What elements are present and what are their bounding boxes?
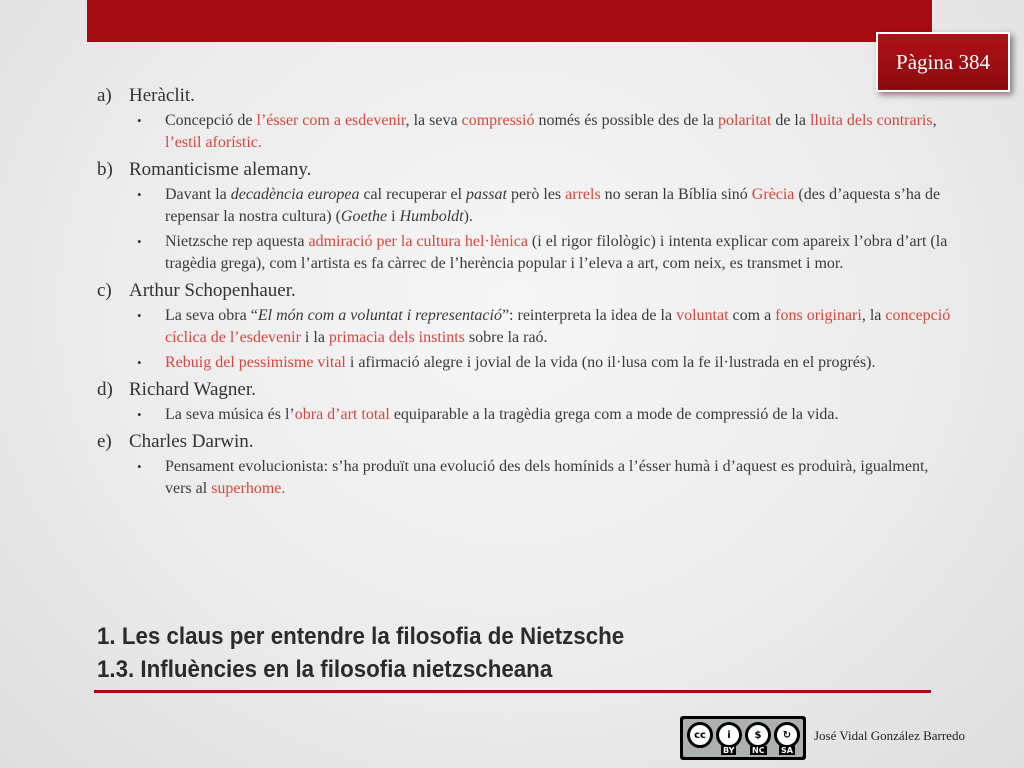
text-segment: (i el rigor filològic) i intenta explicar com apareix l’obra d’art (la tragèdia grega), com l’artista es fa càrrec de l’herència popular i l’eleva a art, com neix, es transmet i mor. bbox=[165, 233, 948, 272]
bullet-list bbox=[97, 110, 957, 154]
italic-text: decadència europea bbox=[230, 186, 360, 203]
bullet-icon: • bbox=[137, 459, 142, 474]
section-heading bbox=[97, 84, 957, 108]
section-letter: c) bbox=[97, 280, 112, 301]
text-segment: ”: reinterpreta la idea de la bbox=[501, 307, 677, 324]
section-heading bbox=[97, 430, 957, 454]
slide-heading bbox=[97, 620, 624, 686]
nc-icon: $ bbox=[745, 722, 771, 748]
text-segment: , bbox=[932, 112, 937, 129]
section-letter: a) bbox=[97, 85, 112, 106]
italic-text: El món com a voluntat i representació bbox=[257, 307, 502, 324]
cc-license-badge[interactable] bbox=[680, 716, 806, 760]
text-segment: però les bbox=[506, 186, 566, 203]
text-segment: La seva música és l’ bbox=[165, 406, 295, 423]
section-heading bbox=[97, 158, 957, 182]
section-letter: d) bbox=[97, 379, 113, 400]
bullet-icon: • bbox=[137, 234, 142, 249]
section-title: Arthur Schopenhauer. bbox=[129, 280, 296, 301]
highlighted-text: l’estil aforístic. bbox=[165, 134, 262, 151]
by-icon: i bbox=[716, 722, 742, 748]
author-name: José Vidal González Barredo bbox=[814, 728, 965, 743]
highlighted-text: polaritat bbox=[718, 112, 772, 129]
highlighted-text: obra d’art total bbox=[294, 406, 390, 423]
text-segment: i la bbox=[300, 329, 329, 346]
section-title: Richard Wagner. bbox=[129, 379, 256, 400]
text-segment: Nietzsche rep aquesta bbox=[165, 233, 309, 250]
text-segment: i bbox=[387, 208, 400, 225]
highlighted-text: Grècia bbox=[751, 186, 795, 203]
bullet-icon: • bbox=[137, 113, 142, 128]
bullet-item bbox=[97, 110, 957, 154]
bullet-list bbox=[97, 305, 957, 374]
page-number-badge: Pàgina 384 bbox=[876, 32, 1010, 92]
highlighted-text: compressió bbox=[461, 112, 535, 129]
highlighted-text: Rebuig del pessimisme vital bbox=[165, 354, 346, 371]
text-segment: La seva obra “ bbox=[165, 307, 258, 324]
text-segment: no seran la Bíblia sinó bbox=[600, 186, 752, 203]
text-segment: (des d’aquesta s’ha de repensar la nostra cultura) ( bbox=[165, 186, 941, 225]
text-segment: , la bbox=[861, 307, 886, 324]
highlighted-text: l’ésser com a esdevenir bbox=[256, 112, 406, 129]
bullet-list bbox=[97, 184, 957, 275]
bullet-item bbox=[97, 352, 957, 374]
text-segment: ). bbox=[463, 208, 473, 225]
bullet-icon: • bbox=[137, 187, 142, 202]
text-segment: i afirmació alegre i jovial de la vida (no il·lusa com la fe il·lustrada en el progrés). bbox=[345, 354, 876, 371]
section-letter: b) bbox=[97, 159, 113, 180]
bullet-item bbox=[97, 456, 957, 500]
highlighted-text: arrels bbox=[565, 186, 601, 203]
bullet-icon: • bbox=[137, 308, 142, 323]
text-segment: , la seva bbox=[405, 112, 462, 129]
bullet-list bbox=[97, 404, 957, 426]
text-segment: sobre la raó. bbox=[464, 329, 548, 346]
highlighted-text: superhome. bbox=[211, 480, 286, 497]
heading-underline bbox=[94, 690, 931, 693]
cc-icon: cc bbox=[687, 722, 713, 748]
section-title: Heràclit. bbox=[129, 85, 195, 106]
bullet-icon: • bbox=[137, 355, 142, 370]
highlighted-text: primacia dels instints bbox=[328, 329, 465, 346]
bullet-item bbox=[97, 184, 957, 228]
section-title: Charles Darwin. bbox=[129, 431, 254, 452]
section-letter: e) bbox=[97, 431, 112, 452]
text-segment: equiparable a la tragèdia grega com a mode de compressió de la vida. bbox=[389, 406, 839, 423]
italic-text: passat bbox=[466, 186, 507, 203]
highlighted-text: lluita dels contraris bbox=[809, 112, 933, 129]
nc-label: NC bbox=[752, 746, 765, 755]
italic-text: Goethe bbox=[340, 208, 388, 225]
text-segment: de la bbox=[771, 112, 810, 129]
heading-line-1: 1. Les claus per entendre la filosofia de Nietzsche bbox=[97, 623, 625, 650]
by-label: BY bbox=[723, 746, 735, 755]
sa-label: SA bbox=[781, 746, 793, 755]
bullet-item bbox=[97, 404, 957, 426]
bullet-item bbox=[97, 305, 957, 349]
highlighted-text: admiració per la cultura hel·lènica bbox=[308, 233, 528, 250]
text-segment: només és possible des de la bbox=[534, 112, 718, 129]
italic-text: Humboldt bbox=[399, 208, 464, 225]
highlighted-text: voluntat bbox=[676, 307, 729, 324]
bullet-list bbox=[97, 456, 957, 500]
cc-license-panel bbox=[683, 719, 803, 757]
sa-icon: ↻ bbox=[774, 722, 800, 748]
highlighted-text: concepció cíclica de l’esdevenir bbox=[165, 307, 951, 346]
text-segment: com a bbox=[728, 307, 776, 324]
bullet-item bbox=[97, 231, 957, 275]
section-heading bbox=[97, 378, 957, 402]
content-list bbox=[97, 84, 957, 504]
heading-line-2: 1.3. Influències en la filosofia nietzscheana bbox=[97, 656, 553, 683]
highlighted-text: fons originari bbox=[775, 307, 862, 324]
top-accent-bar bbox=[87, 0, 932, 42]
text-segment: Davant la bbox=[165, 186, 231, 203]
text-segment: cal recuperar el bbox=[359, 186, 467, 203]
text-segment: Concepció de bbox=[165, 112, 257, 129]
section-title: Romanticisme alemany. bbox=[129, 159, 312, 180]
bullet-icon: • bbox=[137, 407, 142, 422]
text-segment: Pensament evolucionista: s’ha produït una evolució des dels homínids a l’ésser humà i d’aquest es produirà, igualment, vers al bbox=[165, 458, 929, 497]
section-heading bbox=[97, 279, 957, 303]
